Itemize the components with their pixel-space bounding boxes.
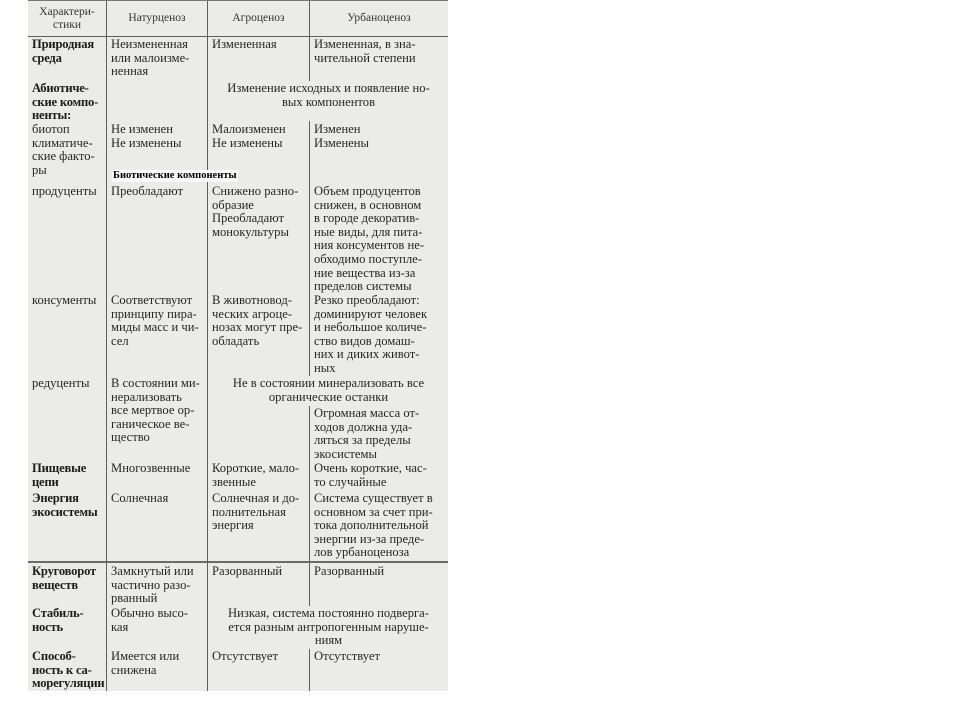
natur-cell: В состоянии ми- нерализовать все мертвое ор- ганическое ве- щество	[107, 376, 208, 461]
row-label-stability: Стабиль- ность	[28, 606, 107, 649]
agro-urban-merged-block	[208, 376, 448, 461]
urban-cell: Очень короткие, час- то случайные	[314, 461, 427, 489]
agro-cell: Отсутствует	[208, 649, 310, 691]
row-label-biotope-climate: биотоп климатиче- ские факто- ры	[28, 121, 107, 184]
agro-cell: Короткие, мало- звенные	[208, 461, 310, 491]
agro-cell: Разорванный	[208, 561, 310, 606]
natur-cell: Солнечная	[107, 491, 208, 561]
row-label-self-regulation: Способ- ность к са- морегуляции	[28, 649, 107, 691]
row-label-consumers: консументы	[28, 293, 107, 376]
natur-cell: Имеется или снижена	[107, 649, 208, 691]
urban-cell: Огромная масса от- ходов должна уда- ляться за пределы экосистемы	[314, 406, 420, 461]
row-label-ecosystem-energy: Энергия экосистемы	[28, 491, 107, 561]
natur-cell: Не изменен Не изменены	[107, 121, 208, 184]
row-label-abiotic-components: Абиотиче- ские компо- ненты:	[28, 81, 107, 121]
row-label-matter-cycle: Круговорот веществ	[28, 561, 107, 606]
header-urbanocenosis: Урбаноценоз	[310, 1, 448, 37]
agro-urban-merged-cell: Низкая, система постоянно подверга- ется разным антропогенным наруше- ниям	[228, 606, 429, 648]
natur-cell: Неизмененная или малоизме- ненная	[107, 37, 208, 81]
natur-cell-empty	[107, 81, 208, 121]
row-label-natural-environment: Природная среда	[28, 37, 107, 81]
agro-cell: Солнечная и до- полнительная энергия	[208, 491, 310, 561]
urban-cell: Разорванный	[310, 561, 448, 606]
agro-cell: Измененная	[208, 37, 310, 81]
urban-cell: Система существует в основном за счет при- тока дополнительной энергии из-за преде- лов урбаноценоза	[314, 491, 433, 560]
natur-cell: Преобладают	[107, 184, 208, 293]
agro-cell: Малоизменен Не изменены	[208, 121, 310, 184]
natur-cell: Обычно высо- кая	[107, 606, 208, 649]
urban-cell: Изменен Изменены	[314, 122, 369, 150]
agro-urban-split	[208, 406, 448, 461]
urban-cell: Резко преобладают: доминируют человек и небольшое количе- ство видов домаш- них и диких живот- ных	[314, 293, 428, 375]
header-characteristics: Характери- стики	[28, 1, 107, 37]
natur-cell: Замкнутый или частично разо- рванный	[107, 561, 208, 606]
biotic-components-label: Биотические компоненты	[113, 170, 237, 181]
comparison-table	[28, 0, 448, 691]
agro-cell: Снижено разно- образие Преобладают монокультуры	[208, 184, 310, 293]
header-naturcenosis: Натурценоз	[107, 1, 208, 37]
row-label-producers: продуценты	[28, 184, 107, 293]
agro-cell: В животновод- ческих агроце- нозах могут пре- обладать	[208, 293, 310, 376]
header-agrocenosis: Агроценоз	[208, 1, 310, 37]
natur-cell: Многозвенные	[107, 461, 208, 491]
row-label-food-chains: Пищевые цепи	[28, 461, 107, 491]
agro-urban-merged-cell: Не в состоянии минерализовать все органические останки	[232, 376, 425, 404]
row-label-reducers: редуценты	[28, 376, 107, 461]
agro-urban-merged-cell: Изменение исходных и появление но- вых компонентов	[227, 81, 430, 109]
urban-cell: Отсутствует	[314, 649, 380, 663]
agro-cell-empty	[208, 406, 310, 461]
urban-cell: Измененная, в зна- чительной степени	[314, 37, 416, 65]
urban-cell: Объем продуцентов снижен, в основном в городе декоратив- ные виды, для пита- ния консументов не- обходимо поступле- ние вещества из-за пределов системы	[314, 184, 425, 294]
natur-cell: Соответствуют принципу пира- миды масс и чи- сел	[107, 293, 208, 376]
